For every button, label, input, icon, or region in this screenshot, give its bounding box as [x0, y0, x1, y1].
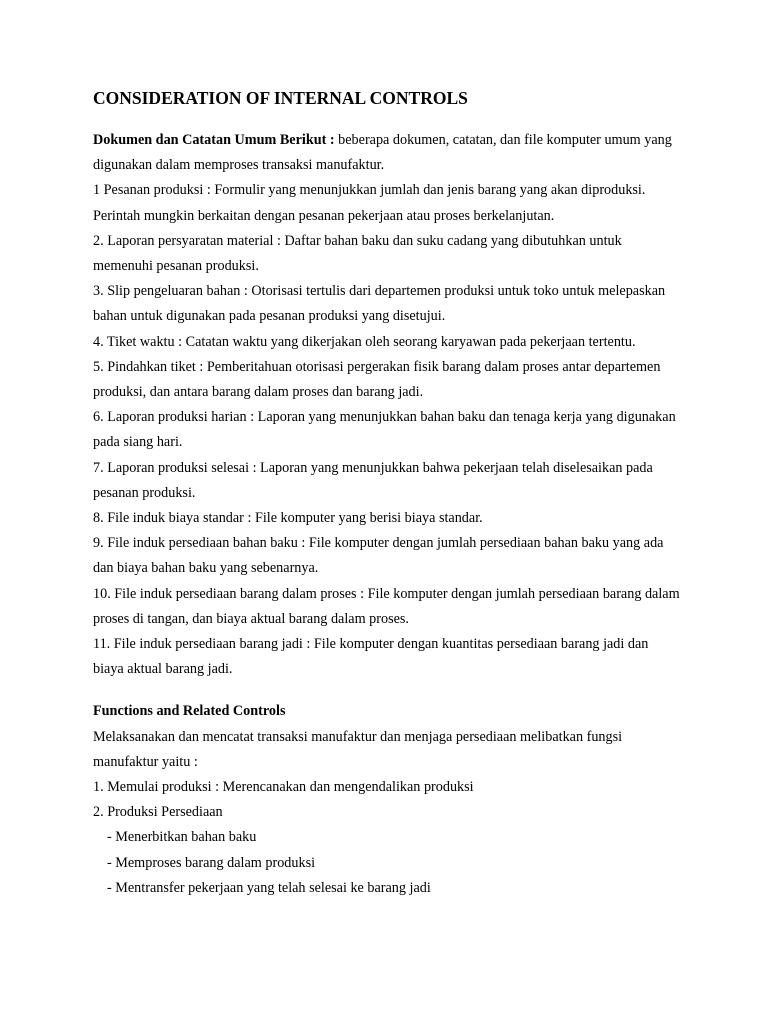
- document-item: 9. File induk persediaan bahan baku : File komputer dengan jumlah persediaan bahan baku yang ada dan biaya bahan baku yang sebenarnya.: [93, 535, 664, 577]
- document-item: 6. Laporan produksi harian : Laporan yang menunjukkan bahan baku dan tenaga kerja yang digunakan pada siang hari.: [93, 409, 676, 451]
- document-page: [93, 86, 681, 901]
- intro-paragraph: [93, 128, 681, 178]
- intro-bold-lead: Dokumen dan Catatan Umum Berikut :: [93, 132, 335, 148]
- document-item: 1 Pesanan produksi : Formulir yang menunjukkan jumlah dan jenis barang yang akan diproduksi. Perintah mungkin berkaitan dengan pesanan pekerjaan atau proses berkelanjutan.: [93, 182, 646, 224]
- function-item: 1. Memulai produksi : Merencanakan dan mengendalikan produksi: [93, 779, 474, 796]
- document-item: 10. File induk persediaan barang dalam proses : File komputer dengan jumlah persediaan barang dalam proses di tangan, dan biaya aktual barang dalam proses.: [93, 585, 680, 627]
- intro-text: beberapa dokumen, catatan, dan file komputer umum yang digunakan dalam memproses transaksi manufaktur.: [93, 132, 672, 174]
- function-item: 2. Produksi Persediaan: [93, 804, 223, 821]
- section-heading: Functions and Related Controls: [93, 703, 286, 720]
- document-item: 7. Laporan produksi selesai : Laporan yang menunjukkan bahwa pekerjaan telah diselesaikan pada pesanan produksi.: [93, 459, 653, 501]
- section-intro: Melaksanakan dan mencatat transaksi manufaktur dan menjaga persediaan melibatkan fungsi manufaktur yaitu :: [93, 728, 623, 770]
- function-subitem: - Menerbitkan bahan baku: [107, 829, 257, 846]
- document-item: 3. Slip pengeluaran bahan : Otorisasi tertulis dari departemen produksi untuk toko untuk melepaskan bahan untuk digunakan pada pesanan produksi yang disetujui.: [93, 283, 666, 325]
- function-subitem: - Memproses barang dalam produksi: [107, 854, 316, 871]
- document-item: 5. Pindahkan tiket : Pemberitahuan otorisasi pergerakan fisik barang dalam proses antar departemen produksi, dan antara barang dalam proses dan barang jadi.: [93, 358, 661, 401]
- document-title: CONSIDERATION OF INTERNAL CONTROLS: [93, 88, 468, 108]
- document-item: 2. Laporan persyaratan material : Daftar bahan baku dan suku cadang yang dibutuhkan untuk memenuhi pesanan produksi.: [93, 232, 622, 275]
- document-item: 8. File induk biaya standar : File komputer yang berisi biaya standar.: [93, 510, 483, 527]
- document-item: 4. Tiket waktu : Catatan waktu yang dikerjakan oleh seorang karyawan pada pekerjaan tertentu.: [93, 333, 636, 350]
- document-item: 11. File induk persediaan barang jadi : File komputer dengan kuantitas persediaan barang jadi dan biaya aktual barang jadi.: [93, 636, 649, 678]
- function-subitem: - Mentransfer pekerjaan yang telah selesai ke barang jadi: [107, 879, 431, 896]
